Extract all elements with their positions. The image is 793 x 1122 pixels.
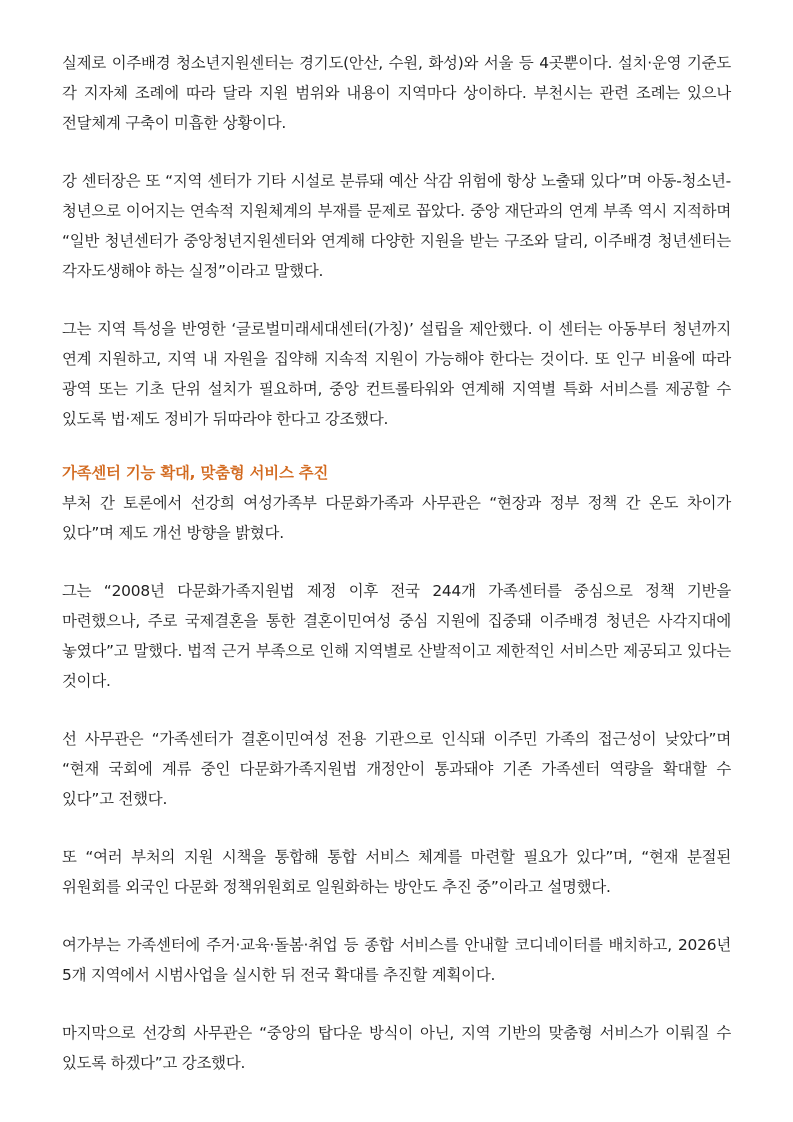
article-paragraph-7: 또 “여러 부처의 지원 시책을 통합해 통합 서비스 체계를 마련할 필요가 있다”며, “현재 분절된 위원회를 외국인 다문화 정책위원회로 일원화하는 방안도 추진 중”이라고 설명했다. <box>62 848 731 896</box>
article-paragraph-9: 마지막으로 선강희 사무관은 “중앙의 탑다운 방식이 아닌, 지역 기반의 맞춤형 서비스가 이뤄질 수 있도록 하겠다”고 강조했다. <box>62 1024 731 1072</box>
article-paragraph-2: 강 센터장은 또 “지역 센터가 기타 시설로 분류돼 예산 삭감 위험에 항상 노출돼 있다”며 아동-청소년-청년으로 이어지는 연속적 지원체계의 부재를 문제로 꼽았다. 중앙 재단과의 연계 부족 역시 지적하며 “일반 청년센터가 중앙청년지원센터와 연계해 다양한 지원을 받는 구조와 달리, 이주배경 청년센터는 각자도생해야 하는 실정”이라고 말했다. <box>62 172 731 280</box>
article-paragraph-1: 실제로 이주배경 청소년지원센터는 경기도(안산, 수원, 화성)와 서울 등 4곳뿐이다. 설치·운영 기준도 각 지자체 조례에 따라 달라 지원 범위와 내용이 지역마다 상이하다. 부천시는 관련 조례는 있으나 전달체계 구축이 미흡한 상황이다. <box>62 54 731 132</box>
article-paragraph-4: 부처 간 토론에서 선강희 여성가족부 다문화가족과 사무관은 “현장과 정부 정책 간 온도 차이가 있다”며 제도 개선 방향을 밝혔다. <box>62 494 731 542</box>
article-paragraph-8: 여가부는 가족센터에 주거·교육·돌봄·취업 등 종합 서비스를 안내할 코디네이터를 배치하고, 2026년 5개 지역에서 시범사업을 실시한 뒤 전국 확대를 추진할 계획이다. <box>62 936 731 984</box>
article-paragraph-6: 선 사무관은 “가족센터가 결혼이민여성 전용 기관으로 인식돼 이주민 가족의 접근성이 낮았다”며 “현재 국회에 계류 중인 다문화가족지원법 개정안이 통과돼야 기존 가족센터 역량을 확대할 수 있다”고 전했다. <box>62 730 731 808</box>
article-paragraph-3: 그는 지역 특성을 반영한 ‘글로벌미래세대센터(가칭)’ 설립을 제안했다. 이 센터는 아동부터 청년까지 연계 지원하고, 지역 내 자원을 집약해 지속적 지원이 가능해야 한다는 것이다. 또 인구 비율에 따라 광역 또는 기초 단위 설치가 필요하며, 중앙 컨트롤타워와 연계해 지역별 특화 서비스를 제공할 수 있도록 법·제도 정비가 뒤따라야 한다고 강조했다. <box>62 320 731 428</box>
section-subheading: 가족센터 기능 확대, 맞춤형 서비스 추진 <box>62 464 329 482</box>
article-paragraph-5: 그는 “2008년 다문화가족지원법 제정 이후 전국 244개 가족센터를 중심으로 정책 기반을 마련했으나, 주로 국제결혼을 통한 결혼이민여성 중심 지원에 집중돼 이주배경 청년은 사각지대에 놓였다”고 말했다. 법적 근거 부족으로 인해 지역별로 산발적이고 제한적인 서비스만 제공되고 있다는 것이다. <box>62 582 731 690</box>
